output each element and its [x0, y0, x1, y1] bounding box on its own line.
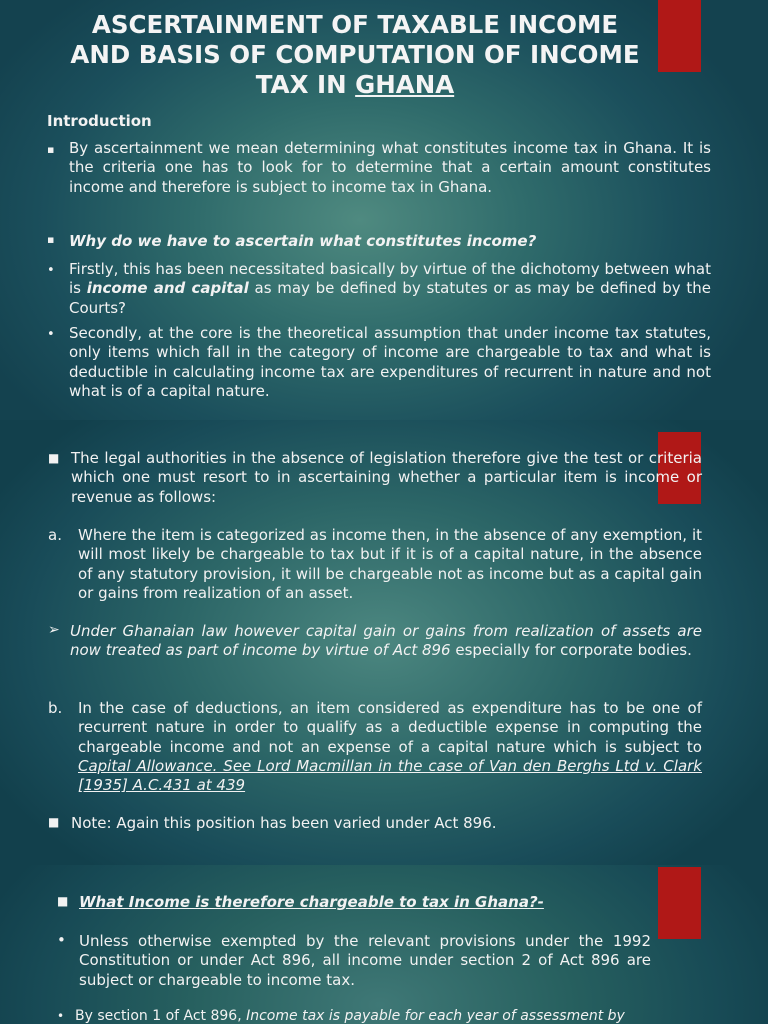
chargeable-income-question: What Income is therefore chargeable to tax in Ghana?- — [79, 893, 544, 911]
item-b-paragraph: In the case of deductions, an item considered as expenditure has to be one of recurrent nature in order to qualify as a deductible expense in computing the chargeable income and not an expense of a capital nature which is subject to Capital Allowance. See Lord Macmillan in the case of Van den Berghs Ltd v. Clark [1935] A.C.431 at 439 — [78, 699, 702, 795]
question-heading: Why do we have to ascertain what constitutes income? — [69, 232, 537, 250]
item-a-marker: a. — [48, 526, 62, 544]
square-bullet-icon: ■ — [48, 451, 60, 465]
note-paragraph: Note: Again this position has been varied under Act 896. — [71, 814, 497, 832]
capital-allowance-link[interactable]: Capital Allowance. See Lord Macmillan in the case of Van den Berghs Ltd v. Clark [1935] A.C.431 at 439 — [78, 756, 702, 795]
section-1-paragraph: By section 1 of Act 896, Income tax is payable for each year of assessment by — [75, 1008, 625, 1024]
legal-authorities-paragraph: The legal authorities in the absence of legislation therefore give the test or criteria which one must resort to in ascertaining whether a particular item is income or revenue as follows: — [71, 449, 702, 506]
slide-1 — [0, 0, 768, 420]
exempted-paragraph: Unless otherwise exempted by the relevant provisions under the 1992 Constitution or under Act 896, all income under section 2 of Act 896 are subject or chargeable to income tax. — [79, 932, 651, 989]
red-accent-bar — [658, 0, 701, 72]
slide-title: ASCERTAINMENT OF TAXABLE INCOME AND BASIS OF COMPUTATION OF INCOME TAX IN GHANA — [70, 10, 640, 99]
firstly-paragraph: Firstly, this has been necessitated basically by virtue of the dichotomy between what is income and capital as may be defined by statutes or as may be defined by the Courts? — [69, 260, 711, 317]
square-bullet-icon: ▪ — [47, 143, 55, 156]
slide-2 — [0, 420, 768, 865]
dot-bullet-icon: • — [47, 263, 55, 278]
title-link: GHANA — [355, 70, 455, 99]
square-bullet-icon: ■ — [48, 815, 60, 829]
ghana-law-paragraph: Under Ghanaian law however capital gain or gains from realization of assets are now treated as part of income by virtue of Act 896 especially for corporate bodies. — [70, 622, 702, 660]
secondly-paragraph: Secondly, at the core is the theoretical assumption that under income tax statutes, only items which fall in the category of income are chargeable to tax and what is deductible in calculating income tax are expenditures of recurrent in nature and not what is of a capital nature. — [69, 324, 711, 400]
dot-bullet-icon: • — [47, 327, 55, 342]
intro-heading: Introduction — [47, 112, 152, 130]
square-bullet-icon: ■ — [57, 894, 69, 908]
slide-3 — [0, 865, 768, 1024]
intro-paragraph: By ascertainment we mean determining what constitutes income tax in Ghana. It is the criteria one has to look for to determine that a certain amount constitutes income and therefore is subject to income tax in Ghana. — [69, 139, 711, 196]
square-bullet-icon: ▪ — [47, 233, 55, 246]
dot-bullet-icon: • — [57, 931, 66, 949]
red-accent-bar — [658, 867, 701, 939]
dot-bullet-icon: • — [57, 1009, 65, 1023]
arrow-bullet-icon: ➢ — [48, 622, 60, 638]
item-a-paragraph: Where the item is categorized as income then, in the absence of any exemption, it will most likely be chargeable to tax but if it is of a capital nature, in the absence of any statutory provision, it will be chargeable not as income but as a capital gain or gains from realization of an asset. — [78, 526, 702, 602]
income-capital-emphasis: income and capital — [86, 279, 249, 298]
item-b-marker: b. — [48, 699, 63, 717]
